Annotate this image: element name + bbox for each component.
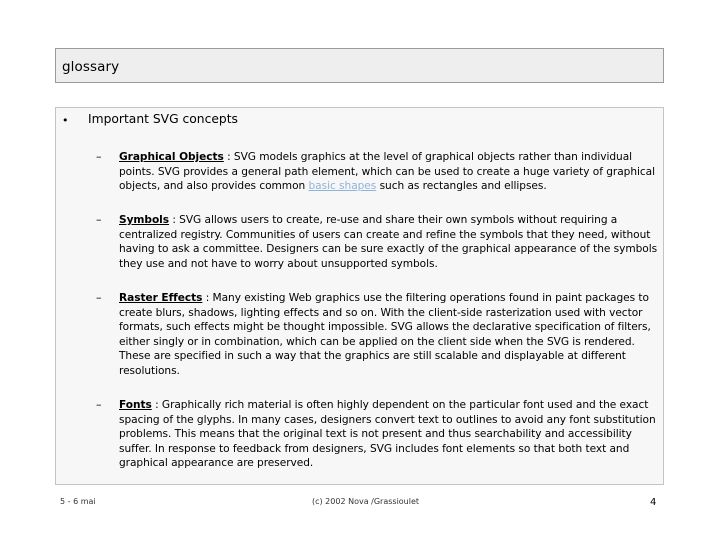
footer-date: 5 - 6 mai [60,497,96,506]
item-text [119,398,659,471]
term-symbols: Symbols [119,214,170,226]
slide-title: glossary [62,59,120,75]
item-description-end: such as rectangles and ellipses. [376,180,547,193]
item-description: : Graphically rich material is often highly dependent on the particular font used and the exact spacing of the glyphs. In many cases, designers convert text to outlines to avoid any font substitution problems. This means that the original text is not present and thus searchability and accessibility suffer. In response to feedback from designers, SVG includes font elements so that both text and graphical appearance are preserved. [119,399,656,470]
dash-icon: – [96,150,102,163]
item-description: : Many existing Web graphics use the filtering operations found in paint packages to create blurs, shadows, lighting effects and so on. With the client-side rasterization used with vector formats, such effects might be thought impossible. SVG allows the declarative specification of filters, either singly or in combination, which can be applied on the client side when the SVG is rendered. These are specified in such a way that the graphics are still scalable and displayable at different resolutions. [119,292,651,377]
bullet-icon: • [62,114,69,127]
section-heading: Important SVG concepts [88,112,238,126]
term-fonts: Fonts [119,399,152,411]
item-text [119,291,659,379]
term-raster-effects: Raster Effects [119,292,203,304]
footer-copyright: (c) 2002 Nova /Grassioulet [312,497,420,506]
dash-icon: – [96,213,102,226]
item-description: : SVG allows users to create, re-use and share their own symbols without requiring a centralized registry. Communities of users can create and refine the symbols that they need, without having to ask a committee. Designers can be sure exactly of the graphical appearance of the symbols they use and not have to worry about unsupported symbols. [119,214,658,270]
page-number: 4 [650,497,657,508]
item-text [119,150,659,194]
basic-shapes-link[interactable]: basic shapes [308,180,377,193]
term-graphical-objects: Graphical Objects [119,151,224,163]
item-text [119,213,659,271]
item-description: : SVG models graphics at the level of graphical objects rather than individual points. SVG provides a general path element, which can be used to create a huge variety of graphical objects, and also provides common [119,151,655,193]
dash-icon: – [96,398,102,411]
slide-title-bar [55,48,664,83]
dash-icon: – [96,291,102,304]
